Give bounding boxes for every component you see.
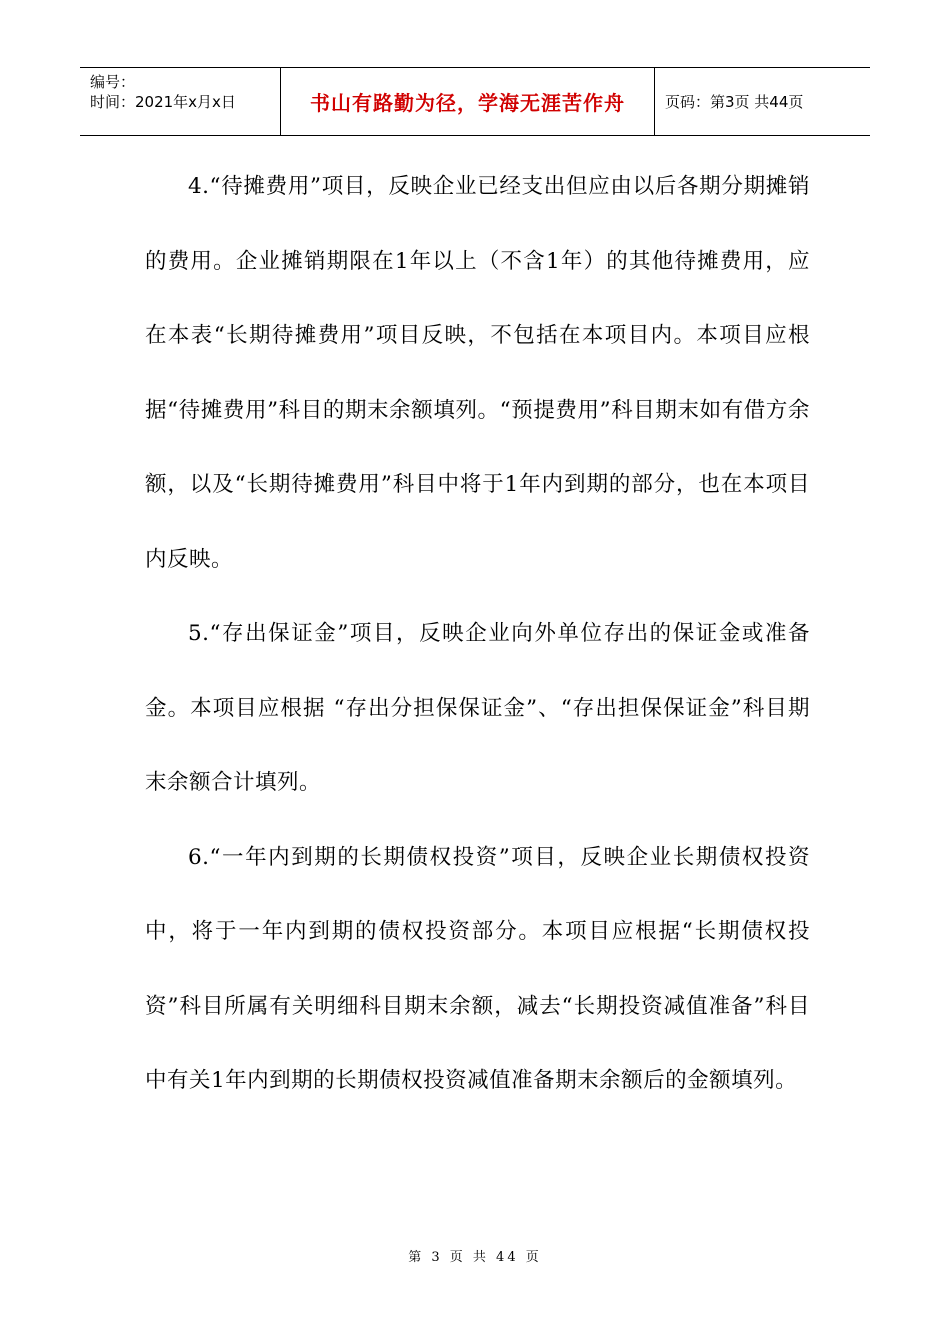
paragraph-item-5: 5.“存出保证金”项目，反映企业向外单位存出的保证金或准备金。本项目应根据 “存出分担保保证金”、“存出担保保证金”科目期末余额合计填列。 [145,621,810,795]
page-footer: 第 3 页 共 44 页 [408,1250,542,1265]
paragraph-item-6: 6.“一年内到期的长期债权投资”项目，反映企业长期债权投资中，将于一年内到期的债权投资部分。本项目应根据“长期债权投资”科目所属有关明细科目期末余额，减去“长期投资减值准备”科目中有关1年内到期的长期债权投资减值准备期末余额后的金额填列。 [145,844,810,1093]
header-meta-cell [80,68,281,135]
paragraph-item-4: 4.“待摊费用”项目，反映企业已经支出但应由以后各期分期摊销的费用。企业摊销期限在1年以上（不含1年）的其他待摊费用，应在本表“长期待摊费用”项目反映，不包括在本项目内。本项目应根据“待摊费用”科目的期末余额填列。“预提费用”科目期末如有借方余额，以及“长期待摊费用”科目中将于1年内到期的部分，也在本项目内反映。 [145,174,810,572]
document-date: 时间：2021年x月x日 [90,93,236,111]
header-page-info: 页码：第3页 共44页 [665,93,804,111]
document-header [80,67,870,136]
document-number-label: 编号： [90,73,136,91]
header-page-cell [655,68,870,135]
header-motto-cell [281,68,655,135]
document-body [145,150,810,1119]
header-motto: 书山有路勤为径，学海无涯苦作舟 [310,91,625,115]
